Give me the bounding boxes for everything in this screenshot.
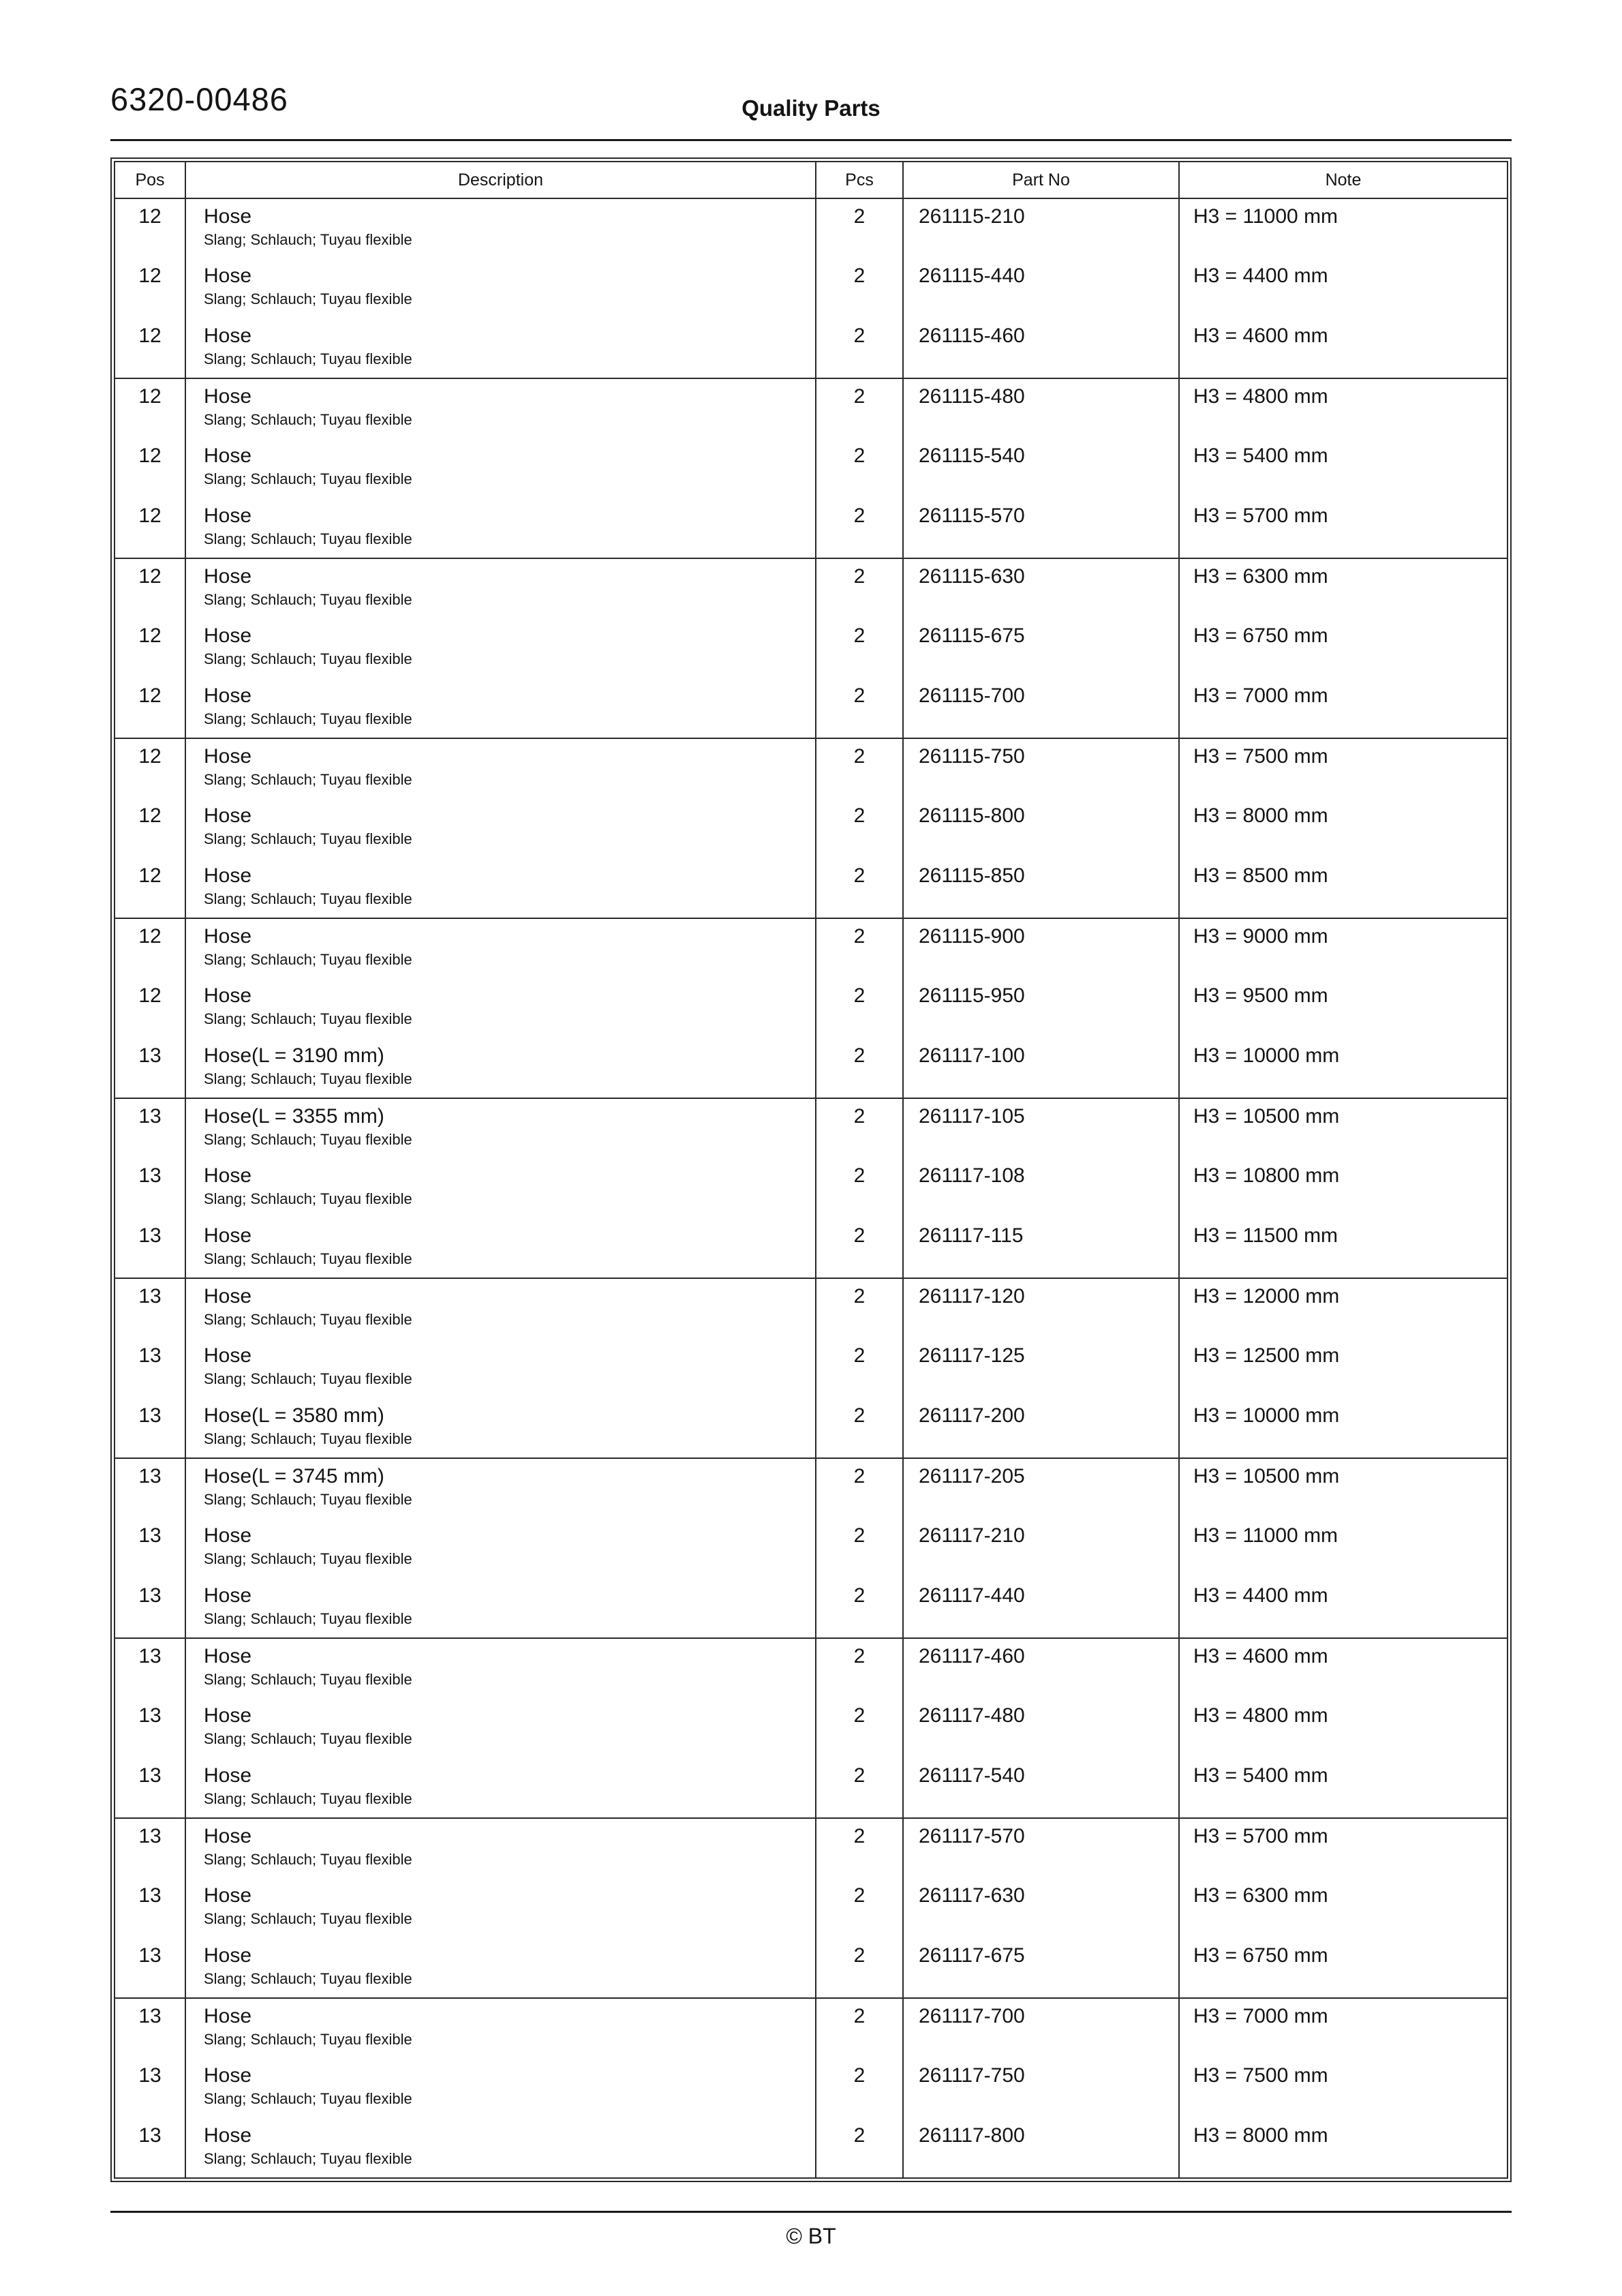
part-no: 261117-125 [903,1338,1179,1398]
pos-value: 13 [114,1818,185,1878]
pos-value: 13 [114,1398,185,1458]
part-no: 261117-115 [903,1218,1179,1278]
column-header-part-no: Part No [903,162,1179,198]
description-cell [185,258,816,318]
pos-value: 12 [114,558,185,618]
part-no: 261117-460 [903,1638,1179,1698]
part-no: 261115-700 [903,678,1179,738]
description-cell [185,1518,816,1578]
part-no: 261117-210 [903,1518,1179,1578]
description-cell [185,1638,816,1698]
table-row [114,438,1508,498]
description-cell [185,498,816,558]
description-translations: Slang; Schlauch; Tuyau flexible [204,1671,412,1688]
description: Hose [204,745,252,768]
description-cell [185,978,816,1038]
description-cell [185,1038,816,1098]
description: Hose [204,2064,252,2087]
note-value: H3 = 8500 mm [1193,864,1328,887]
pcs-value: 2 [816,1758,903,1818]
pcs-value: 2 [816,978,903,1038]
description-translations: Slang; Schlauch; Tuyau flexible [204,1190,412,1207]
part-no: 261117-108 [903,1158,1179,1218]
table-row [114,258,1508,318]
part-no: 261117-630 [903,1878,1179,1938]
description-translations: Slang; Schlauch; Tuyau flexible [204,350,412,367]
description-cell [185,1218,816,1278]
description: Hose [204,504,252,527]
description-cell [185,798,816,858]
pos-value: 12 [114,798,185,858]
pcs-value: 2 [816,1458,903,1518]
table-row [114,558,1508,618]
column-header-note: Note [1179,162,1508,198]
part-no: 261115-630 [903,558,1179,618]
pos-value: 12 [114,858,185,918]
table-row [114,1338,1508,1398]
description-cell [185,1398,816,1458]
description-cell [185,2118,816,2178]
note-value: H3 = 6300 mm [1179,558,1508,618]
description-cell [185,558,816,618]
pos-value: 13 [114,1518,185,1578]
description-translations: Slang; Schlauch; Tuyau flexible [204,2031,412,2048]
table-row [114,738,1508,798]
pos-value: 13 [114,1278,185,1338]
description-cell [185,438,816,498]
description-translations: Slang; Schlauch; Tuyau flexible [204,1250,412,1267]
description-translations: Slang; Schlauch; Tuyau flexible [204,1550,412,1567]
pcs-value: 2 [816,498,903,558]
pos-value: 13 [114,2058,185,2118]
table-row [114,1998,1508,2058]
pcs-value: 2 [816,1278,903,1338]
table-row [114,1578,1508,1638]
pos-value: 13 [114,1458,185,1518]
pos-value: 13 [114,1218,185,1278]
note-value: H3 = 11500 mm [1193,1224,1338,1247]
page-title: Quality Parts [741,95,881,121]
description-cell [185,618,816,678]
table-row [114,618,1508,678]
description-cell [185,1158,816,1218]
description-cell [185,1938,816,1998]
description-translations: Slang; Schlauch; Tuyau flexible [204,470,412,487]
part-no: 261115-210 [903,198,1179,258]
note-value: H3 = 5700 mm [1193,504,1328,527]
part-no: 261115-850 [903,858,1179,918]
part-no: 261115-440 [903,258,1179,318]
description-translations: Slang; Schlauch; Tuyau flexible [204,1430,412,1447]
part-no: 261115-460 [903,318,1179,378]
pos-value: 12 [114,678,185,738]
pos-value: 13 [114,1578,185,1638]
pcs-value: 2 [816,1338,903,1398]
pos-value: 12 [114,618,185,678]
note-value: H3 = 10800 mm [1193,1164,1340,1187]
pcs-value: 2 [816,258,903,318]
table-row [114,198,1508,258]
footer-copyright: © BT [786,2224,836,2248]
table-row [114,2118,1508,2178]
description-cell [185,918,816,978]
note-value: H3 = 4800 mm [1179,378,1508,438]
part-no: 261117-205 [903,1458,1179,1518]
pcs-value: 2 [816,318,903,378]
note-value: H3 = 4400 mm [1193,265,1328,287]
description-cell [185,738,816,798]
description: Hose [204,385,252,408]
header-rule [110,139,1512,141]
pcs-value: 2 [816,1938,903,1998]
description-translations: Slang; Schlauch; Tuyau flexible [204,1730,412,1747]
note-value: H3 = 11000 mm [1193,205,1338,228]
part-no: 261117-750 [903,2058,1179,2118]
description: Hose [204,2124,252,2147]
part-no: 261115-570 [903,498,1179,558]
pos-value: 12 [114,258,185,318]
pos-value: 13 [114,1878,185,1938]
pcs-value: 2 [816,618,903,678]
note-value: H3 = 6300 mm [1193,1884,1328,1907]
pcs-value: 2 [816,1638,903,1698]
table-row [114,918,1508,978]
description: Hose [204,624,252,647]
table-row [114,858,1508,918]
pos-value: 13 [114,1938,185,1998]
description-cell [185,678,816,738]
table-row [114,1278,1508,1338]
note-value: H3 = 5400 mm [1193,1764,1328,1787]
pcs-value: 2 [816,1398,903,1458]
pos-value: 13 [114,1038,185,1098]
table-row [114,1458,1508,1518]
description-translations: Slang; Schlauch; Tuyau flexible [204,1970,412,1987]
table-row [114,378,1508,438]
description: Hose [204,444,252,467]
pos-value: 12 [114,198,185,258]
description-translations: Slang; Schlauch; Tuyau flexible [204,290,412,307]
note-value: H3 = 12500 mm [1193,1344,1340,1367]
description-translations: Slang; Schlauch; Tuyau flexible [204,1910,412,1927]
note-value: H3 = 5400 mm [1193,444,1328,467]
note-value: H3 = 4400 mm [1193,1584,1328,1607]
description-cell [185,1758,816,1818]
description: Hose(L = 3580 mm) [204,1404,384,1427]
description: Hose [204,1285,252,1308]
description-translations: Slang; Schlauch; Tuyau flexible [204,2090,412,2107]
note-value: H3 = 11000 mm [1193,1524,1338,1547]
note-value: H3 = 7000 mm [1193,684,1328,707]
description: Hose [204,1944,252,1967]
part-no: 261115-540 [903,438,1179,498]
pos-value: 13 [114,1338,185,1398]
column-header-pos: Pos [114,162,185,198]
table-row [114,1698,1508,1758]
part-no: 261117-440 [903,1578,1179,1638]
description-translations: Slang; Schlauch; Tuyau flexible [204,530,412,547]
description-translations: Slang; Schlauch; Tuyau flexible [204,591,412,608]
note-value: H3 = 4800 mm [1193,1704,1328,1727]
description-translations: Slang; Schlauch; Tuyau flexible [204,1790,412,1807]
pcs-value: 2 [816,858,903,918]
note-value: H3 = 8000 mm [1193,804,1328,827]
pcs-value: 2 [816,1578,903,1638]
description-translations: Slang; Schlauch; Tuyau flexible [204,1491,412,1508]
table-row [114,1638,1508,1698]
table-row [114,1098,1508,1158]
pos-value: 13 [114,1638,185,1698]
table-row [114,1758,1508,1818]
pcs-value: 2 [816,2058,903,2118]
pcs-value: 2 [816,1218,903,1278]
table-header-row [114,162,1508,198]
description-translations: Slang; Schlauch; Tuyau flexible [204,1370,412,1387]
part-no: 261115-480 [903,378,1179,438]
description-translations: Slang; Schlauch; Tuyau flexible [204,951,412,968]
note-value: H3 = 7500 mm [1179,738,1508,798]
pos-value: 12 [114,318,185,378]
description: Hose [204,1344,252,1367]
pcs-value: 2 [816,2118,903,2178]
column-header-pcs: Pcs [816,162,903,198]
description: Hose [204,925,252,948]
part-no: 261117-540 [903,1758,1179,1818]
pcs-value: 2 [816,198,903,258]
description-translations: Slang; Schlauch; Tuyau flexible [204,2150,412,2167]
table-row [114,1878,1508,1938]
description: Hose [204,1645,252,1667]
part-no: 261117-570 [903,1818,1179,1878]
part-no: 261115-750 [903,738,1179,798]
parts-table [114,161,1508,2179]
table-row [114,1218,1508,1278]
description-translations: Slang; Schlauch; Tuyau flexible [204,1610,412,1627]
pcs-value: 2 [816,918,903,978]
description-translations: Slang; Schlauch; Tuyau flexible [204,411,412,428]
pcs-value: 2 [816,1518,903,1578]
table-row [114,318,1508,378]
note-value: H3 = 8000 mm [1193,2124,1328,2147]
description-translations: Slang; Schlauch; Tuyau flexible [204,231,412,248]
description: Hose [204,1224,252,1247]
description-cell [185,1098,816,1158]
footer-rule [110,2211,1512,2213]
description-translations: Slang; Schlauch; Tuyau flexible [204,1311,412,1328]
pcs-value: 2 [816,738,903,798]
note-value: H3 = 5700 mm [1179,1818,1508,1878]
note-value: H3 = 9000 mm [1179,918,1508,978]
part-no: 261117-120 [903,1278,1179,1338]
note-value: H3 = 7500 mm [1193,2064,1328,2087]
pos-value: 12 [114,438,185,498]
part-no: 261117-480 [903,1698,1179,1758]
column-header-description: Description [185,162,816,198]
description: Hose [204,1825,252,1847]
description-translations: Slang; Schlauch; Tuyau flexible [204,771,412,788]
description: Hose [204,1884,252,1907]
description: Hose [204,324,252,347]
table-row [114,1398,1508,1458]
part-no: 261115-675 [903,618,1179,678]
description-translations: Slang; Schlauch; Tuyau flexible [204,1010,412,1027]
pos-value: 12 [114,918,185,978]
description: Hose(L = 3190 mm) [204,1044,384,1067]
note-value: H3 = 10500 mm [1179,1458,1508,1518]
description-translations: Slang; Schlauch; Tuyau flexible [204,890,412,907]
pos-value: 13 [114,2118,185,2178]
description: Hose [204,565,252,588]
description-translations: Slang; Schlauch; Tuyau flexible [204,1851,412,1868]
pos-value: 13 [114,1758,185,1818]
description-cell [185,1878,816,1938]
table-body [114,198,1508,2178]
note-value: H3 = 9500 mm [1193,984,1328,1007]
part-no: 261117-100 [903,1038,1179,1098]
description: Hose [204,1524,252,1547]
pos-value: 13 [114,1698,185,1758]
description: Hose [204,804,252,827]
note-value: H3 = 7000 mm [1179,1998,1508,2058]
part-no: 261117-200 [903,1398,1179,1458]
pos-value: 13 [114,1158,185,1218]
pcs-value: 2 [816,1998,903,2058]
pcs-value: 2 [816,678,903,738]
part-no: 261117-675 [903,1938,1179,1998]
pcs-value: 2 [816,438,903,498]
pos-value: 12 [114,378,185,438]
description-cell [185,378,816,438]
pcs-value: 2 [816,1818,903,1878]
part-no: 261117-700 [903,1998,1179,2058]
description: Hose [204,1164,252,1187]
part-no: 261117-800 [903,2118,1179,2178]
doc-number: 6320-00486 [110,81,288,117]
description: Hose(L = 3355 mm) [204,1105,384,1128]
description: Hose [204,984,252,1007]
pcs-value: 2 [816,1878,903,1938]
description-translations: Slang; Schlauch; Tuyau flexible [204,1131,412,1148]
description: Hose(L = 3745 mm) [204,1465,384,1487]
description-translations: Slang; Schlauch; Tuyau flexible [204,650,412,667]
description: Hose [204,1704,252,1727]
part-no: 261115-800 [903,798,1179,858]
table-row [114,1158,1508,1218]
description-cell [185,858,816,918]
table-row [114,1038,1508,1098]
pcs-value: 2 [816,798,903,858]
description: Hose [204,1764,252,1787]
pos-value: 12 [114,978,185,1038]
pcs-value: 2 [816,1098,903,1158]
parts-table-frame [110,157,1512,2182]
note-value: H3 = 6750 mm [1193,624,1328,647]
pcs-value: 2 [816,1038,903,1098]
note-value: H3 = 10000 mm [1193,1044,1340,1067]
pos-value: 12 [114,498,185,558]
part-no: 261115-900 [903,918,1179,978]
description-cell [185,2058,816,2118]
description-cell [185,1278,816,1338]
note-value: H3 = 6750 mm [1193,1944,1328,1967]
description-translations: Slang; Schlauch; Tuyau flexible [204,830,412,847]
table-row [114,1518,1508,1578]
note-value: H3 = 4600 mm [1193,324,1328,347]
description-cell [185,1698,816,1758]
description-translations: Slang; Schlauch; Tuyau flexible [204,1070,412,1087]
description-cell [185,318,816,378]
table-row [114,798,1508,858]
note-value: H3 = 4600 mm [1179,1638,1508,1698]
description: Hose [204,2005,252,2027]
description-cell [185,1338,816,1398]
pos-value: 13 [114,1998,185,2058]
description: Hose [204,205,252,228]
part-no: 261117-105 [903,1098,1179,1158]
table-row [114,678,1508,738]
table-row [114,978,1508,1038]
note-value: H3 = 12000 mm [1179,1278,1508,1338]
table-row [114,498,1508,558]
pcs-value: 2 [816,558,903,618]
description: Hose [204,265,252,287]
description: Hose [204,684,252,707]
pos-value: 12 [114,738,185,798]
pos-value: 13 [114,1098,185,1158]
note-value: H3 = 10000 mm [1193,1404,1340,1427]
description: Hose [204,864,252,887]
table-row [114,1818,1508,1878]
description-cell [185,1578,816,1638]
description-cell [185,1458,816,1518]
table-row [114,2058,1508,2118]
pcs-value: 2 [816,378,903,438]
description-translations: Slang; Schlauch; Tuyau flexible [204,710,412,727]
page-header [110,80,1512,132]
table-row [114,1938,1508,1998]
part-no: 261115-950 [903,978,1179,1038]
note-value: H3 = 10500 mm [1179,1098,1508,1158]
description: Hose [204,1584,252,1607]
description-cell [185,1818,816,1878]
pcs-value: 2 [816,1698,903,1758]
pcs-value: 2 [816,1158,903,1218]
description-cell [185,198,816,258]
description-cell [185,1998,816,2058]
